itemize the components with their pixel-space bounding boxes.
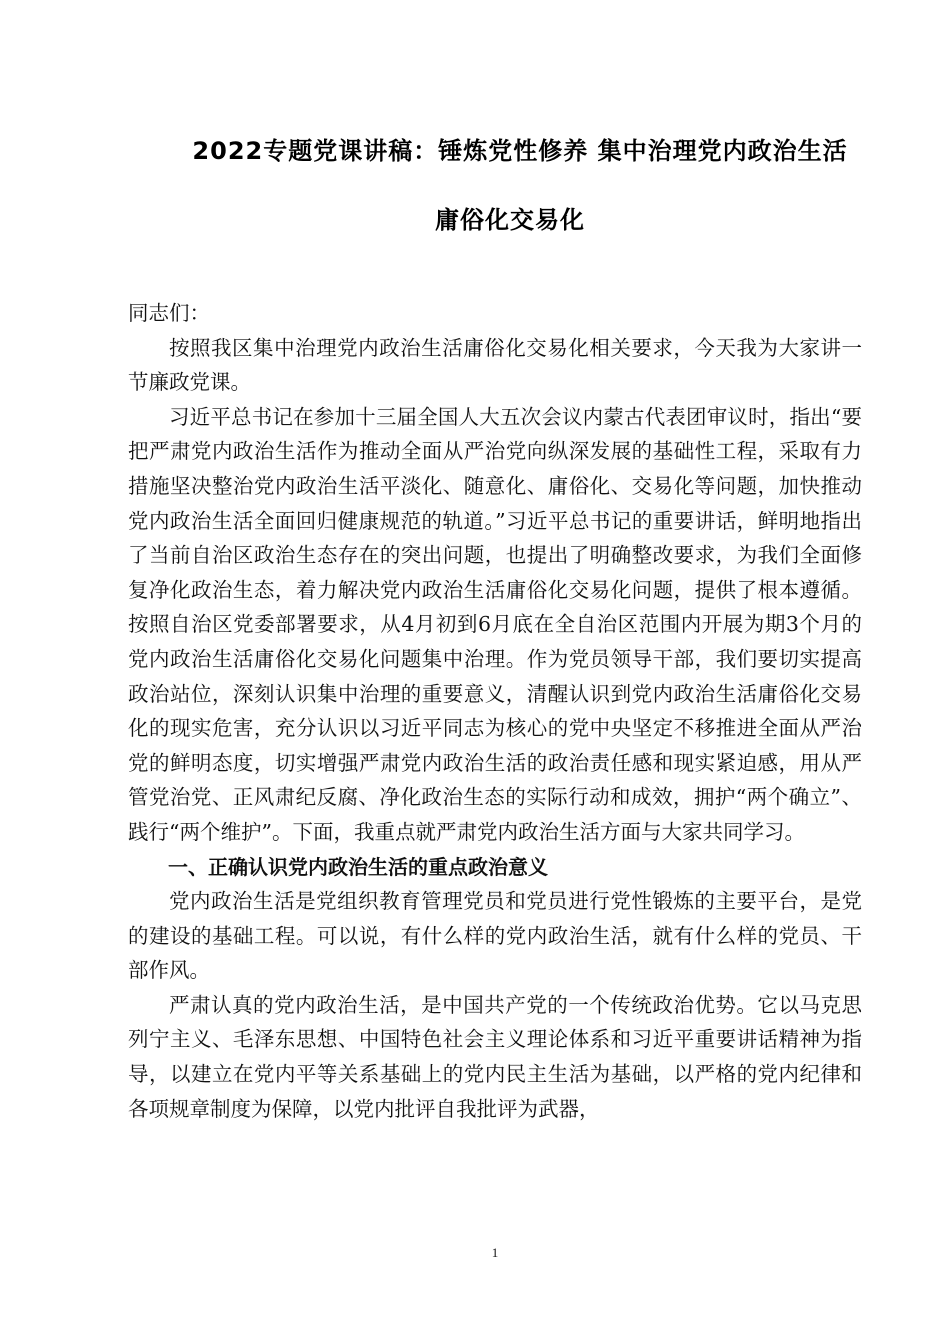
paragraph: 党内政治生活是党组织教育管理党员和党员进行党性锻炼的主要平台，是党的建设的基础工程。可以说，有什么样的党内政治生活，就有什么样的党员、干部作风。 [128, 889, 862, 983]
section-heading: 一、正确认识党内政治生活的重点政治意义 [168, 854, 548, 879]
paragraph: 按照我区集中治理党内政治生活庸俗化交易化相关要求，今天我为大家讲一节廉政党课。 [128, 335, 862, 395]
paragraph: 严肃认真的党内政治生活，是中国共产党的一个传统政治优势。它以马克思列宁主义、毛泽东思想、中国特色社会主义理论体系和习近平重要讲话精神为指导，以建立在党内平等关系基础上的党内民主生活为基础，以严格的党内纪律和各项规章制度为保障，以党内批评自我批评为武器， [128, 992, 862, 1121]
document-title-line2: 庸俗化交易化 [435, 206, 585, 234]
paragraph: 习近平总书记在参加十三届全国人大五次会议内蒙古代表团审议时，指出“要把严肃党内政治生活作为推动全面从严治党向纵深发展的基础性工程，采取有力措施坚决整治党内政治生活平淡化、随意化、庸俗化、交易化等问题，加快推动党内政治生活全面回归健康规范的轨道。”习近平总书记的重要讲话，鲜明地指出了当前自治区政治生态存在的突出问题，也提出了明确整改要求，为我们全面修复净化政治生态，着力解决党内政治生活庸俗化交易化问题，提供了根本遵循。按照自治区党委部署要求，从4月初到6月底在全自治区范围内开展为期3个月的党内政治生活庸俗化交易化问题集中治理。作为党员领导干部，我们要切实提高政治站位，深刻认识集中治理的重要意义，清醒认识到党内政治生活庸俗化交易化的现实危害，充分认识以习近平同志为核心的党中央坚定不移推进全面从严治党的鲜明态度，切实增强严肃党内政治生活的政治责任感和现实紧迫感，用从严管党治党、正风肃纪反腐、净化政治生态的实际行动和成效，拥护“两个确立”、践行“两个维护”。下面，我重点就严肃党内政治生活方面与大家共同学习。 [128, 404, 862, 844]
page-number: 1 [491, 1245, 499, 1260]
document-title-line1: 2022专题党课讲稿：锤炼党性修养 集中治理党内政治生活 [192, 137, 848, 165]
document-body [128, 296, 862, 1126]
salutation: 同志们： [128, 301, 210, 325]
